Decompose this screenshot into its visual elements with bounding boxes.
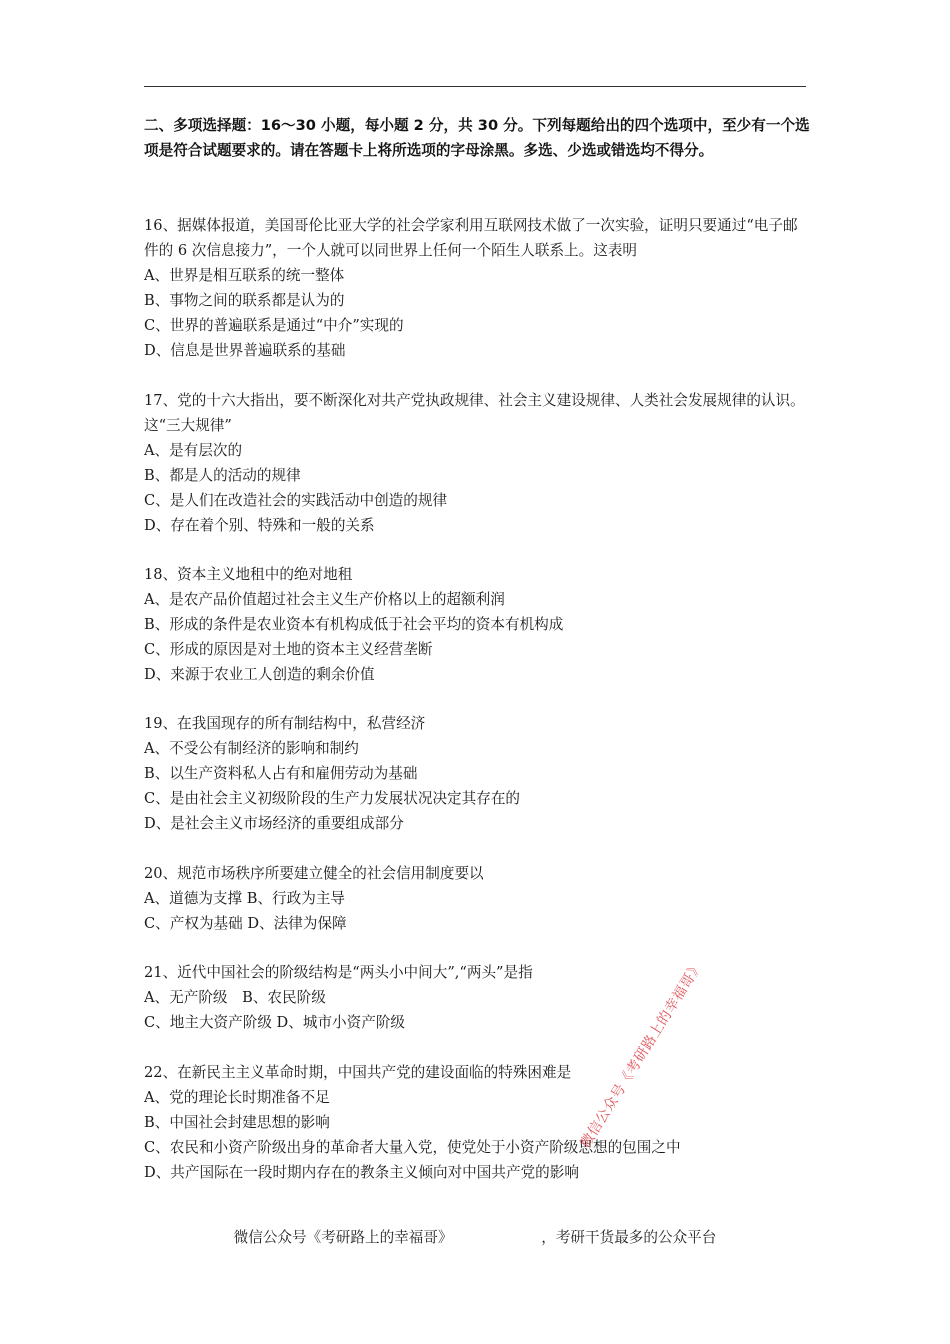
option-line: D、信息是世界普遍联系的基础 [144, 342, 346, 359]
option-line: C、产权为基础 D、法律为保障 [144, 915, 347, 932]
option-line: C、农民和小资产阶级出身的革命者大量入党，使党处于小资产阶级思想的包围之中 [144, 1139, 681, 1156]
watermark-stamp: 微信公众号《考研路上的幸福哥》 [577, 958, 707, 1152]
question-stem: 20、规范市场秩序所要建立健全的社会信用制度要以 [144, 865, 484, 882]
question-18 [144, 562, 812, 687]
question-20 [144, 861, 812, 936]
option-line: B、形成的条件是农业资本有机构成低于社会平均的资本有机构成 [144, 616, 564, 633]
option-line: B、中国社会封建思想的影响 [144, 1114, 330, 1131]
question-stem: 18、资本主义地租中的绝对地租 [144, 566, 353, 583]
question-17 [144, 388, 812, 538]
option-line: C、世界的普遍联系是通过“中介”实现的 [144, 317, 404, 334]
option-line: D、来源于农业工人创造的剩余价值 [144, 666, 375, 683]
option-line: B、事物之间的联系都是认为的 [144, 292, 345, 309]
option-line: C、是由社会主义初级阶段的生产力发展状况决定其存在的 [144, 790, 521, 807]
option-line: C、形成的原因是对土地的资本主义经营垄断 [144, 641, 433, 658]
option-line: C、是人们在改造社会的实践活动中创造的规律 [144, 492, 448, 509]
question-21 [144, 960, 812, 1035]
option-line: C、地主大资产阶级 D、城市小资产阶级 [144, 1014, 406, 1031]
page-footer [0, 1226, 950, 1247]
section-heading: 二、多项选择题：16～30 小题，每小题 2 分，共 30 分。下列每题给出的四个选项中，至少有一个选项是符合试题要求的。请在答题卡上将所选项的字母涂黑。多选、少选或错选均不得分。 [144, 117, 810, 159]
question-19 [144, 711, 812, 836]
footer-tagline: ，考研干货最多的公众平台 [541, 1229, 717, 1246]
option-line: A、世界是相互联系的统一整体 [144, 267, 345, 284]
question-stem: 17、党的十六大指出，要不断深化对共产党执政规律、社会主义建设规律、人类社会发展规律的认识。这“三大规律” [144, 392, 805, 434]
option-line: A、是有层次的 [144, 442, 243, 459]
option-line: B、都是人的活动的规律 [144, 467, 301, 484]
option-line: A、道德为支撑 B、行政为主导 [144, 890, 346, 907]
option-line: A、不受公有制经济的影响和制约 [144, 740, 359, 757]
option-line: A、是农产品价值超过社会主义生产价格以上的超额利润 [144, 591, 505, 608]
option-line: B、以生产资料私人占有和雇佣劳动为基础 [144, 765, 418, 782]
question-stem: 22、在新民主主义革命时期，中国共产党的建设面临的特殊困难是 [144, 1064, 572, 1081]
option-line: D、存在着个别、特殊和一般的关系 [144, 517, 375, 534]
header-rule [144, 86, 806, 87]
option-line: D、共产国际在一段时期内存在的教条主义倾向对中国共产党的影响 [144, 1164, 579, 1181]
option-line: A、无产阶级 B、农民阶级 [144, 989, 326, 1006]
option-line: D、是社会主义市场经济的重要组成部分 [144, 815, 404, 832]
question-16 [144, 213, 812, 363]
question-22 [144, 1060, 812, 1185]
option-line: A、党的理论长时期准备不足 [144, 1089, 330, 1106]
question-stem: 19、在我国现存的所有制结构中，私营经济 [144, 715, 426, 732]
question-stem: 21、近代中国社会的阶级结构是“两头小中间大”,“两头”是指 [144, 964, 533, 981]
footer-account-name: 微信公众号《考研路上的幸福哥》 [233, 1229, 446, 1246]
question-stem: 16、据媒体报道，美国哥伦比亚大学的社会学家利用互联网技术做了一次实验，证明只要通过“电子邮件的 6 次信息接力”，一个人就可以同世界上任何一个陌生人联系上。这表明 [144, 217, 798, 259]
